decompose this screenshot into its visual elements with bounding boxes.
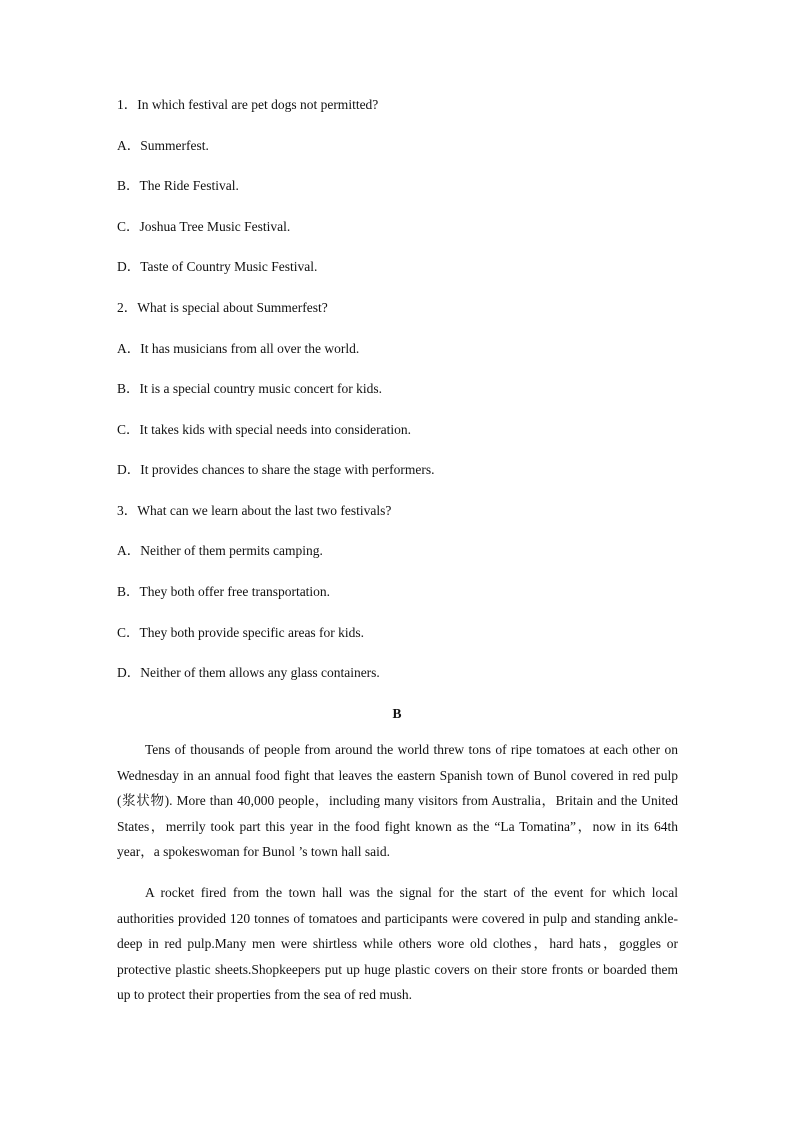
question-3-option-d: D．Neither of them allows any glass containers. [117, 665, 380, 680]
question-2-stem: 2．What is special about Summerfest? [117, 300, 328, 315]
question-1-option-c: C．Joshua Tree Music Festival. [117, 219, 291, 234]
section-b-paragraph-1: Tens of thousands of people from around the world threw tons of ripe tomatoes at each other on Wednesday in an annual food fight that leaves the eastern Spanish town of Bunol covered in red pulp (浆状物). More than 40,000 people，including many visitors from Australia，Britain and the United States，merrily took part this year in the food fight known as the “La Tomatina”，now in its 64th year，a spokeswoman for Bunol ’s town hall said. [117, 742, 678, 859]
question-2-option-a: A．It has musicians from all over the world. [117, 341, 360, 356]
question-3-option-b: B．They both offer free transportation. [117, 584, 331, 599]
question-2-option-c: C．It takes kids with special needs into consideration. [117, 422, 411, 437]
question-1-option-d: D．Taste of Country Music Festival. [117, 259, 318, 274]
section-b-heading: B [392, 706, 402, 721]
question-3-option-c: C．They both provide specific areas for kids. [117, 625, 365, 640]
question-3-option-a: A．Neither of them permits camping. [117, 543, 323, 558]
question-2-option-d: D．It provides chances to share the stage with performers. [117, 462, 435, 477]
question-1-option-a: A．Summerfest. [117, 138, 209, 153]
section-b-paragraph-2: A rocket fired from the town hall was the signal for the start of the event for which local authorities provided 120 tonnes of tomatoes and participants were covered in pulp and standing ankle-deep in red pulp.Many men were shirtless while others wore old clothes，hard hats，goggles or protective plastic sheets.Shopkeepers put up huge plastic covers on their store fronts or boarded them up to protect their properties from the sea of red mush. [117, 885, 678, 1002]
question-3-stem: 3．What can we learn about the last two festivals? [117, 503, 392, 518]
question-1-stem: 1．In which festival are pet dogs not permitted? [117, 97, 379, 112]
question-2-option-b: B．It is a special country music concert for kids. [117, 381, 383, 396]
question-1-option-b: B．The Ride Festival. [117, 178, 239, 193]
